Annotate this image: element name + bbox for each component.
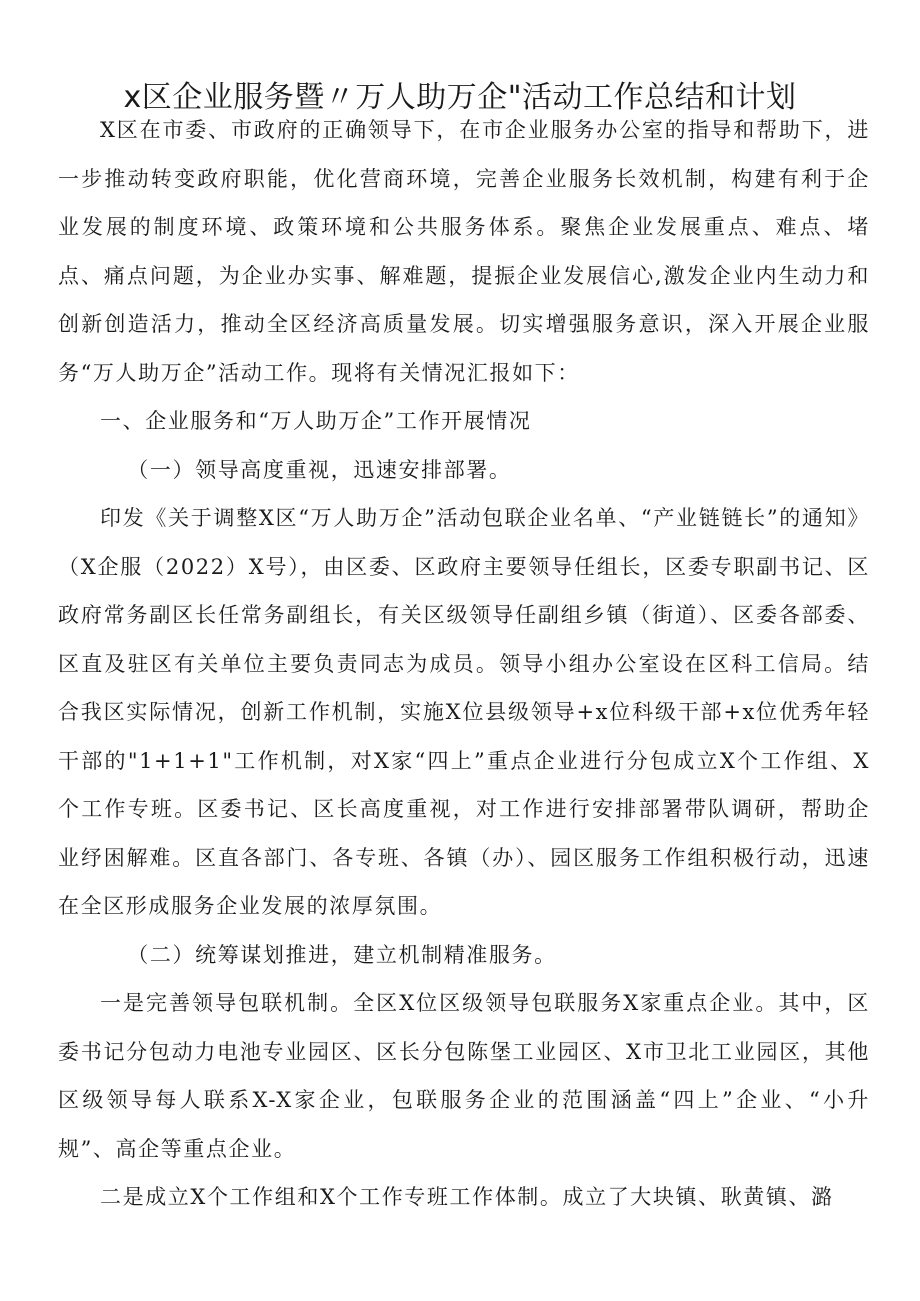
section-heading-1: 一、企业服务和“万人助万企”工作开展情况 — [100, 409, 532, 433]
paragraph-notice: 印发《关于调整X区“万人助万企”活动包联企业名单、“产业链链长”的通知》（X企服（2022）X号），由区委、区政府主要领导任组长，区委专职副书记、区政府常务副区长任常务副组长，有关区级领导任副组乡镇（街道）、区委各部委、区直及驻区有关单位主要负责同志为成员。领导小组办公室设在区科工信局。结合我区实际情况，创新工作机制，实施X位县级领导+x位科级干部+x位优秀年轻干部的"1+1+1"工作机制，对X家“四上”重点企业进行分包成立X个工作组、X个工作专班。区委书记、区长高度重视，对工作进行安排部署带队调研，帮助企业纾困解难。区直各部门、各专班、各镇（办）、园区服务工作组积极行动，迅速在全区形成服务企业发展的浓厚氛围。 — [58, 506, 870, 918]
document-title: x区企业服务暨〃万人助万企"活动工作总结和计划 — [123, 80, 797, 116]
subsection-heading-2: （二）统筹谋划推进，建立机制精准服务。 — [127, 942, 557, 967]
document-body — [58, 106, 870, 1222]
paragraph-point-2: 二是成立X个工作组和X个工作专班工作体制。成立了大块镇、耿黄镇、潞 — [100, 1185, 834, 1209]
paragraph-intro: X区在市委、市政府的正确领导下，在市企业服务办公室的指导和帮助下，进一步推动转变政府职能，优化营商环境，完善企业服务长效机制，构建有利于企业发展的制度环境、政策环境和公共服务体系。聚焦企业发展重点、难点、堵点、痛点问题，为企业办实事、解难题，提振企业发展信心,激发企业内生动力和创新创造活力，推动全区经济高质量发展。切实增强服务意识，深入开展企业服务“万人助万企”活动工作。现将有关情况汇报如下： — [58, 118, 870, 385]
subsection-heading-1: （一）领导高度重视，迅速安排部署。 — [127, 457, 512, 482]
paragraph-point-1: 一是完善领导包联机制。全区X位区级领导包联服务X家重点企业。其中，区委书记分包动力电池专业园区、区长分包陈堡工业园区、X市卫北工业园区，其他区级领导每人联系X-X家企业，包联服务企业的范围涵盖“四上”企业、“小升规”、高企等重点企业。 — [58, 991, 870, 1161]
